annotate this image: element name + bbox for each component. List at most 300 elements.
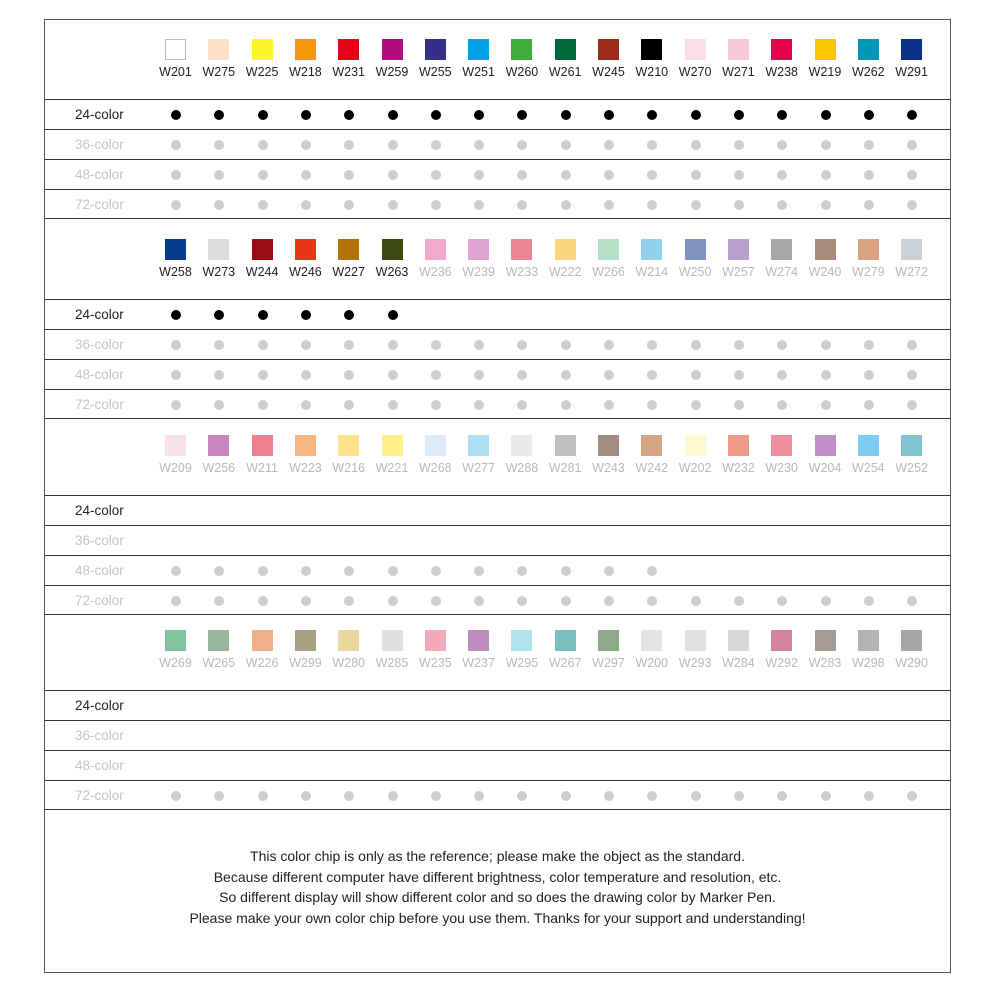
inclusion-dot: [214, 110, 224, 120]
color-code: W204: [808, 461, 842, 475]
inclusion-dot: [301, 370, 311, 380]
set-label: 48-color: [75, 563, 124, 578]
set-label: 36-color: [75, 137, 124, 152]
inclusion-dot: [517, 566, 527, 576]
inclusion-dot: [474, 140, 484, 150]
color-chip-cell: [587, 20, 630, 99]
inclusion-dot: [734, 140, 744, 150]
inclusion-dot: [907, 110, 917, 120]
set-label: 72-color: [75, 788, 124, 803]
color-chip-cell: [760, 416, 803, 495]
color-code: W280: [332, 656, 366, 670]
color-chip-cell: [414, 20, 457, 99]
color-chip-cell: [674, 416, 717, 495]
inclusion-dot: [517, 400, 527, 410]
inclusion-dot: [561, 110, 571, 120]
color-code: W277: [462, 461, 495, 475]
inclusion-dot: [344, 110, 354, 120]
swatch-row: [45, 416, 950, 495]
color-swatch: [815, 435, 836, 456]
inclusion-dot: [388, 110, 398, 120]
inclusion-dot: [647, 140, 657, 150]
inclusion-dot: [474, 340, 484, 350]
color-chip-cell: [890, 611, 933, 690]
inclusion-dot: [517, 200, 527, 210]
inclusion-dot: [734, 400, 744, 410]
color-code: W275: [202, 65, 236, 79]
inclusion-dot: [301, 596, 311, 606]
color-code: W269: [159, 656, 192, 670]
inclusion-dot: [907, 400, 917, 410]
color-swatch: [815, 630, 836, 651]
inclusion-dot: [604, 200, 614, 210]
color-code: W250: [678, 265, 712, 279]
color-code: W262: [851, 65, 885, 79]
inclusion-dot: [777, 400, 787, 410]
inclusion-dot: [647, 200, 657, 210]
color-swatch: [598, 435, 619, 456]
color-chip-cell: [500, 611, 543, 690]
inclusion-dot: [388, 791, 398, 801]
inclusion-dot: [431, 140, 441, 150]
inclusion-dot: [344, 200, 354, 210]
color-chip-cell: [457, 611, 500, 690]
color-swatch: [382, 239, 403, 260]
color-code: W256: [202, 461, 236, 475]
inclusion-dot: [734, 340, 744, 350]
color-code: W261: [548, 65, 582, 79]
inclusion-dot: [821, 110, 831, 120]
color-swatch: [468, 435, 489, 456]
color-chip-cell: [371, 220, 414, 299]
set-label: 36-color: [75, 533, 124, 548]
set-row-48-color: [45, 159, 950, 189]
color-chip-cell: [544, 611, 587, 690]
inclusion-dot: [171, 110, 181, 120]
inclusion-dot: [431, 370, 441, 380]
inclusion-dot: [691, 140, 701, 150]
inclusion-dot: [907, 370, 917, 380]
color-chip-cell: [717, 416, 760, 495]
disclaimer-notes: [45, 846, 950, 928]
color-code: W223: [289, 461, 322, 475]
inclusion-dot: [214, 310, 224, 320]
color-swatch: [252, 630, 273, 651]
color-code: W230: [765, 461, 799, 475]
inclusion-dot: [517, 596, 527, 606]
color-swatch: [771, 630, 792, 651]
color-chip-cell: [804, 220, 847, 299]
color-chip-cell: [457, 416, 500, 495]
inclusion-dot: [171, 791, 181, 801]
set-row-72-color: [45, 780, 950, 810]
inclusion-dot: [604, 370, 614, 380]
inclusion-dot: [517, 170, 527, 180]
inclusion-dot: [344, 791, 354, 801]
color-chip-cell: [197, 611, 240, 690]
color-code: W279: [851, 265, 885, 279]
inclusion-dot: [734, 200, 744, 210]
inclusion-dot: [258, 310, 268, 320]
inclusion-dot: [431, 340, 441, 350]
color-chip-cell: [241, 20, 284, 99]
inclusion-dot: [474, 566, 484, 576]
inclusion-dot: [561, 340, 571, 350]
inclusion-dot: [821, 370, 831, 380]
swatch-row: [45, 220, 950, 299]
color-code: W281: [548, 461, 582, 475]
set-row-72-color: [45, 389, 950, 419]
inclusion-dot: [344, 566, 354, 576]
inclusion-dot: [344, 340, 354, 350]
inclusion-dot: [474, 791, 484, 801]
set-row-24-color: [45, 495, 950, 525]
inclusion-dot: [214, 140, 224, 150]
set-row-48-color: [45, 750, 950, 780]
color-swatch: [511, 630, 532, 651]
inclusion-dot: [474, 170, 484, 180]
set-label: 24-color: [75, 107, 124, 122]
inclusion-dot: [907, 200, 917, 210]
color-swatch: [208, 435, 229, 456]
inclusion-dot: [691, 370, 701, 380]
color-swatch: [858, 239, 879, 260]
inclusion-dot: [171, 370, 181, 380]
inclusion-dot: [388, 140, 398, 150]
set-row-36-color: [45, 329, 950, 359]
color-code: W238: [765, 65, 799, 79]
inclusion-dot: [344, 310, 354, 320]
inclusion-dot: [604, 566, 614, 576]
color-code: W263: [375, 265, 409, 279]
set-label: 24-color: [75, 698, 124, 713]
inclusion-dot: [777, 140, 787, 150]
inclusion-dot: [431, 596, 441, 606]
note-line: Because different computer have different brightness, color temperature and resolution, etc.: [213, 868, 782, 885]
inclusion-dot: [517, 791, 527, 801]
color-swatch: [252, 239, 273, 260]
color-code: W246: [289, 265, 322, 279]
set-label: 72-color: [75, 197, 124, 212]
color-swatch: [382, 39, 403, 60]
color-swatch: [252, 435, 273, 456]
color-swatch: [511, 435, 532, 456]
color-chip-cell: [630, 220, 673, 299]
inclusion-dot: [171, 596, 181, 606]
color-chip-cell: [760, 220, 803, 299]
color-code: W273: [202, 265, 236, 279]
color-chip-cell: [630, 416, 673, 495]
inclusion-dot: [388, 596, 398, 606]
inclusion-dot: [301, 791, 311, 801]
color-chip-cell: [890, 416, 933, 495]
inclusion-dot: [301, 200, 311, 210]
color-swatch: [901, 239, 922, 260]
color-swatch: [901, 435, 922, 456]
color-swatch: [165, 39, 186, 60]
inclusion-dot: [647, 596, 657, 606]
inclusion-dot: [214, 400, 224, 410]
inclusion-dot: [517, 140, 527, 150]
inclusion-dot: [301, 140, 311, 150]
color-code: W201: [159, 65, 192, 79]
color-code: W244: [245, 265, 279, 279]
inclusion-dot: [864, 110, 874, 120]
set-row-24-color: [45, 99, 950, 129]
color-swatch: [295, 630, 316, 651]
inclusion-dot: [864, 200, 874, 210]
inclusion-dot: [344, 370, 354, 380]
color-swatch: [295, 239, 316, 260]
inclusion-dot: [691, 791, 701, 801]
set-row-48-color: [45, 555, 950, 585]
inclusion-dot: [344, 170, 354, 180]
inclusion-dot: [431, 170, 441, 180]
inclusion-dot: [171, 566, 181, 576]
color-code: W267: [548, 656, 582, 670]
inclusion-dot: [388, 400, 398, 410]
inclusion-dot: [171, 400, 181, 410]
color-swatch: [382, 435, 403, 456]
set-label: 48-color: [75, 367, 124, 382]
inclusion-dot: [517, 340, 527, 350]
color-swatch: [858, 435, 879, 456]
inclusion-dot: [561, 566, 571, 576]
set-label: 48-color: [75, 167, 124, 182]
color-code: W288: [505, 461, 539, 475]
color-chip-cell: [154, 20, 197, 99]
color-chip-cell: [544, 220, 587, 299]
color-code: W236: [418, 265, 452, 279]
color-swatch: [338, 239, 359, 260]
color-code: W259: [375, 65, 409, 79]
color-chip-chart: [44, 19, 951, 973]
color-swatch: [641, 435, 662, 456]
inclusion-dot: [171, 200, 181, 210]
inclusion-dot: [214, 370, 224, 380]
color-chip-cell: [327, 416, 370, 495]
color-code: W245: [592, 65, 625, 79]
inclusion-dot: [777, 170, 787, 180]
color-chip-cell: [717, 220, 760, 299]
color-chip-cell: [327, 220, 370, 299]
color-code: W268: [418, 461, 452, 475]
note-line: This color chip is only as the reference; please make the object as the standard.: [250, 848, 745, 864]
color-swatch: [208, 239, 229, 260]
color-chip-cell: [630, 20, 673, 99]
color-chip-cell: [414, 611, 457, 690]
inclusion-dot: [821, 340, 831, 350]
color-swatch: [685, 239, 706, 260]
color-chip-cell: [890, 20, 933, 99]
color-swatch: [598, 239, 619, 260]
color-swatch: [252, 39, 273, 60]
color-code: W252: [895, 461, 928, 475]
color-swatch: [598, 39, 619, 60]
set-label: 48-color: [75, 758, 124, 773]
inclusion-dot: [777, 791, 787, 801]
color-chip-cell: [587, 416, 630, 495]
color-chip-cell: [717, 20, 760, 99]
color-code: W283: [808, 656, 842, 670]
inclusion-dot: [431, 200, 441, 210]
color-chip-cell: [760, 20, 803, 99]
color-chip-cell: [674, 611, 717, 690]
inclusion-dot: [301, 110, 311, 120]
inclusion-dot: [864, 596, 874, 606]
inclusion-dot: [301, 566, 311, 576]
inclusion-dot: [821, 140, 831, 150]
color-code: W257: [722, 265, 755, 279]
color-swatch: [815, 239, 836, 260]
color-code: W231: [332, 65, 366, 79]
color-chip-cell: [241, 416, 284, 495]
inclusion-dot: [388, 310, 398, 320]
inclusion-dot: [821, 596, 831, 606]
color-swatch: [165, 435, 186, 456]
inclusion-dot: [647, 566, 657, 576]
set-row-36-color: [45, 129, 950, 159]
color-chip-cell: [804, 20, 847, 99]
color-code: W227: [332, 265, 366, 279]
color-code: W239: [462, 265, 495, 279]
color-swatch: [468, 39, 489, 60]
color-swatch: [685, 435, 706, 456]
color-swatch: [165, 239, 186, 260]
color-code: W274: [765, 265, 799, 279]
color-swatch: [685, 630, 706, 651]
color-swatch: [641, 630, 662, 651]
inclusion-dot: [691, 400, 701, 410]
color-code: W218: [289, 65, 322, 79]
inclusion-dot: [258, 791, 268, 801]
inclusion-dot: [171, 170, 181, 180]
color-chip-cell: [630, 611, 673, 690]
inclusion-dot: [647, 400, 657, 410]
inclusion-dot: [647, 370, 657, 380]
inclusion-dot: [907, 340, 917, 350]
color-swatch: [511, 239, 532, 260]
inclusion-dot: [691, 596, 701, 606]
color-chip-cell: [197, 20, 240, 99]
color-code: W260: [505, 65, 539, 79]
color-chip-cell: [847, 220, 890, 299]
color-chip-cell: [674, 220, 717, 299]
color-swatch: [425, 435, 446, 456]
inclusion-dot: [821, 791, 831, 801]
inclusion-dot: [474, 200, 484, 210]
inclusion-dot: [691, 170, 701, 180]
color-swatch: [728, 39, 749, 60]
set-label: 24-color: [75, 307, 124, 322]
inclusion-dot: [734, 370, 744, 380]
inclusion-dot: [561, 140, 571, 150]
color-swatch: [685, 39, 706, 60]
color-chip-cell: [284, 416, 327, 495]
color-code: W214: [635, 265, 669, 279]
color-code: W243: [592, 461, 625, 475]
color-code: W265: [202, 656, 236, 670]
color-swatch: [295, 39, 316, 60]
color-swatch: [555, 630, 576, 651]
inclusion-dot: [258, 140, 268, 150]
set-label: 72-color: [75, 397, 124, 412]
inclusion-dot: [431, 566, 441, 576]
inclusion-dot: [388, 340, 398, 350]
color-swatch: [771, 239, 792, 260]
inclusion-dot: [474, 110, 484, 120]
set-label: 72-color: [75, 593, 124, 608]
color-swatch: [425, 39, 446, 60]
color-swatch: [165, 630, 186, 651]
set-label: 24-color: [75, 503, 124, 518]
inclusion-dot: [301, 310, 311, 320]
inclusion-dot: [561, 596, 571, 606]
color-swatch: [815, 39, 836, 60]
set-row-36-color: [45, 525, 950, 555]
inclusion-dot: [214, 566, 224, 576]
inclusion-dot: [517, 370, 527, 380]
color-code: W271: [722, 65, 755, 79]
color-code: W225: [245, 65, 279, 79]
color-code: W222: [548, 265, 582, 279]
color-swatch: [468, 239, 489, 260]
color-chip-cell: [284, 611, 327, 690]
color-code: W266: [592, 265, 625, 279]
inclusion-dot: [604, 340, 614, 350]
color-chip-cell: [327, 611, 370, 690]
color-chip-cell: [154, 416, 197, 495]
color-swatch: [901, 630, 922, 651]
color-code: W270: [678, 65, 712, 79]
color-swatch: [771, 39, 792, 60]
color-swatch: [511, 39, 532, 60]
color-chip-cell: [154, 220, 197, 299]
color-code: W293: [678, 656, 712, 670]
set-row-24-color: [45, 690, 950, 720]
color-chip-cell: [371, 20, 414, 99]
inclusion-dot: [647, 170, 657, 180]
color-chip-cell: [500, 416, 543, 495]
color-swatch: [208, 39, 229, 60]
color-code: W298: [851, 656, 885, 670]
color-code: W297: [592, 656, 625, 670]
color-chip-cell: [500, 220, 543, 299]
inclusion-dot: [691, 200, 701, 210]
color-code: W202: [678, 461, 712, 475]
color-swatch: [598, 630, 619, 651]
color-swatch: [728, 239, 749, 260]
inclusion-dot: [344, 596, 354, 606]
inclusion-dot: [517, 110, 527, 120]
color-swatch: [338, 435, 359, 456]
inclusion-dot: [258, 566, 268, 576]
inclusion-dot: [301, 170, 311, 180]
inclusion-dot: [214, 200, 224, 210]
color-chip-cell: [457, 20, 500, 99]
color-code: W285: [375, 656, 409, 670]
color-swatch: [858, 39, 879, 60]
color-chip-cell: [284, 220, 327, 299]
color-chip-cell: [327, 20, 370, 99]
inclusion-dot: [561, 200, 571, 210]
inclusion-dot: [214, 791, 224, 801]
inclusion-dot: [258, 370, 268, 380]
color-code: W240: [808, 265, 842, 279]
color-chip-cell: [371, 416, 414, 495]
set-row-48-color: [45, 359, 950, 389]
color-chip-cell: [804, 416, 847, 495]
